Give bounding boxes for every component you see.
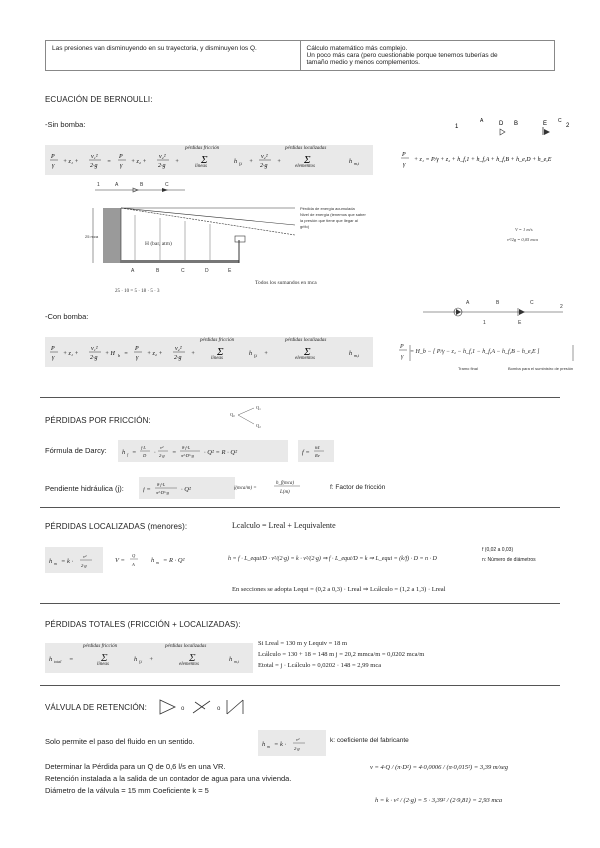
f-note-2: n: Número de diámetros [482, 557, 536, 563]
svg-text:h: h [234, 159, 237, 165]
totales-lineas-label: líneas [97, 662, 109, 667]
svg-text:h: h [349, 159, 352, 165]
diagram-note-2: Nivel de energía (tenemos que saber [300, 212, 366, 217]
svg-text:+: + [175, 159, 180, 165]
svg-text:b: b [118, 353, 120, 358]
totales-line-2: Lcálculo = 130 + 18 = 148 m j = 20,2 mmca/m = 0,0202 mca/m [258, 651, 425, 658]
svg-text:P: P [51, 346, 55, 352]
totales-heading: PÉRDIDAS TOTALES (FRICCIÓN + LOCALIZADAS): [45, 620, 241, 629]
friction-factor-formula [298, 440, 334, 462]
svg-text:h_f(mca): h_f(mca) [276, 481, 295, 486]
svg-text:· Q² = R · Q²: · Q² = R · Q² [204, 449, 238, 456]
pipe-velocity-note [505, 225, 570, 250]
svg-text:γ: γ [401, 354, 404, 360]
svg-text:v²: v² [83, 554, 87, 559]
svg-text:γ: γ [120, 163, 123, 169]
diagram-note-1: Pérdida de energía acumulada [300, 206, 355, 211]
svg-text:Σ: Σ [304, 154, 311, 166]
bernoulli-formula-con-bomba [45, 337, 373, 367]
svg-text:h: h [151, 557, 155, 564]
svg-text:+ z₂ +: + z₂ + [131, 159, 147, 165]
svg-text:m,i: m,i [354, 161, 359, 166]
svg-text:f: f [127, 452, 129, 457]
svg-text:+ H: + H [105, 351, 115, 357]
svg-text:A: A [480, 118, 484, 124]
pendiente-unit-formula [234, 478, 304, 498]
diagram-h-label: H (bar, atm) [145, 241, 172, 247]
ejemplo-line-3: Diámetro de la válvula = 15 mm Coeficiente k = 5 [45, 786, 209, 795]
factor-friccion-note: f: Factor de fricción [330, 484, 386, 491]
local-loss-formula [45, 547, 103, 573]
svg-text:A: A [466, 300, 470, 306]
table-right-line-3: tamaño medio y menos complementos. [306, 59, 420, 66]
svg-text:·: · [154, 449, 156, 456]
svg-text:v₁²: v₁² [91, 346, 98, 352]
svg-text:+: + [264, 351, 269, 357]
svg-text:1: 1 [97, 182, 100, 188]
svg-text:Σ: Σ [201, 154, 208, 166]
energy-line-diagram [85, 180, 375, 295]
totales-line-3: Etotal = j · Lcálculo = 0,0202 · 148 = 2,99 mca [258, 662, 382, 669]
ejemplo-line-1: Determinar la Pérdida para un Q de 0,6 l/s en una VR. [45, 762, 226, 771]
svg-text:B: B [496, 300, 500, 306]
svg-text:=: = [124, 351, 129, 357]
svg-text:=: = [172, 449, 177, 456]
svg-text:h: h [122, 449, 126, 456]
divider-1 [40, 397, 560, 398]
svg-text:B: B [514, 121, 519, 127]
svg-text:2·g: 2·g [174, 355, 182, 361]
divider-2 [40, 507, 560, 508]
svg-text:h = f · L_equi/D · v²/(2·g) =: h = f · L_equi/D · v²/(2·g) = k · v²/(2·g) ⇒ f · L_equi/D = k ⇒ L_equi = (k/f) · D = n · D [228, 556, 437, 562]
totales-elementos-label: elementos [179, 662, 199, 667]
bernoulli-formula-expanded [400, 145, 575, 173]
svg-text:m: m [267, 744, 270, 749]
svg-text:V = 1 m/s: V = 1 m/s [515, 227, 533, 232]
svg-text:D: D [143, 453, 147, 458]
svg-text:· Q²: · Q² [181, 486, 191, 493]
svg-text:+ z₁ +: + z₁ + [63, 351, 79, 357]
svg-text:E: E [518, 320, 522, 326]
sin-bomba-localizadas-label: pérdidas localizadas [285, 146, 327, 151]
svg-text:Re: Re [315, 453, 320, 458]
svg-text:+ z₂ +: + z₂ + [147, 351, 163, 357]
svg-text:A: A [115, 182, 119, 188]
svg-text:=: = [107, 159, 112, 165]
svg-text:B: B [140, 182, 144, 188]
bernoulli-con-bomba-expanded [398, 337, 588, 387]
diagram-note-3: la presión que tiene que llegar al [300, 218, 358, 223]
svg-text:v²: v² [160, 445, 164, 450]
svg-text:C: C [558, 118, 562, 124]
svg-text:2·g: 2·g [294, 746, 300, 751]
svg-text:D: D [205, 268, 209, 274]
con-bomba-elementos-label: elementos [295, 356, 315, 361]
bomba-label-suministro: Bomba para el suministro de presión [508, 366, 574, 371]
svg-text:v₂²: v₂² [261, 154, 268, 160]
totales-localizadas-label: pérdidas localizadas [165, 644, 207, 649]
darcy-label: Fórmula de Darcy: [45, 446, 107, 455]
svg-text:h: h [349, 351, 352, 357]
svg-text:f·L: f·L [141, 445, 146, 450]
sin-bomba-lineas-label: líneas [195, 164, 207, 169]
svg-text:P: P [400, 344, 404, 350]
svg-text:j(mca/m) =: j(mca/m) = [234, 486, 257, 491]
divider-4 [40, 685, 560, 686]
friccion-heading: PÉRDIDAS POR FRICCIÓN: [45, 416, 151, 425]
svg-text:+: + [277, 159, 282, 165]
svg-text:v²: v² [296, 737, 300, 742]
svg-text:v₂²: v₂² [159, 154, 166, 160]
l-equivalente-formula: Lcalculo = Lreal + Lequivalente [232, 521, 336, 530]
svg-text:Σ: Σ [217, 346, 224, 358]
pendiente-formula [139, 477, 235, 499]
svg-text:h: h [229, 656, 233, 663]
svg-text:h: h [49, 656, 53, 663]
svg-text:2·g: 2·g [260, 163, 268, 169]
svg-text:D: D [499, 121, 504, 127]
svg-text:A: A [132, 562, 135, 567]
svg-text:A: A [131, 268, 135, 274]
valvula-k-note: k: coeficiente del fabricante [330, 737, 409, 744]
svg-text:γ: γ [136, 355, 139, 361]
svg-text:v₁²: v₁² [91, 154, 98, 160]
svg-text:C: C [181, 268, 185, 274]
check-valve-triangle-icon [160, 700, 175, 714]
svg-text:2·g: 2·g [81, 563, 87, 568]
svg-text:1: 1 [455, 124, 459, 130]
svg-text:2·g: 2·g [159, 453, 165, 458]
diagram-note-4: grifo) [300, 224, 310, 229]
svg-text:2·g: 2·g [158, 163, 166, 169]
ejemplo-line-2: Retención instalada a la salida de un contador de agua para una vivienda. [45, 774, 292, 783]
svg-text:P: P [135, 346, 139, 352]
svg-text:Q₁: Q₁ [256, 405, 261, 410]
svg-text:γ: γ [52, 163, 55, 169]
sin-bomba-friccion-label: pérdidas fricción [185, 146, 220, 151]
valve-or-1: o [181, 706, 185, 712]
svg-text:8·f·L: 8·f·L [157, 482, 166, 487]
svg-text:2: 2 [566, 123, 570, 129]
svg-text:m: m [156, 560, 159, 565]
svg-text:= R · Q²: = R · Q² [163, 557, 185, 564]
totales-line-1: Si Lreal = 130 m y Lequiv = 18 m [258, 640, 348, 647]
svg-text:P: P [402, 152, 406, 158]
svg-text:Q₀: Q₀ [230, 412, 235, 417]
darcy-formula [118, 440, 288, 462]
svg-text:Σ: Σ [304, 346, 311, 358]
bernoulli-heading: ECUACIÓN DE BERNOULLI: [45, 95, 153, 104]
svg-text:= H_b − [ P/γ − z₂ − h_f,1 − h: = H_b − [ P/γ − z₂ − h_f,1 − h_f,A − h_f,B − h_e,E ] [410, 349, 540, 355]
svg-text:+ z₁ = P/γ + z₂ + h_f,1 + h_f,: + z₁ = P/γ + z₂ + h_f,1 + h_f,A + h_f,B + h_e,D + h_e,E [414, 157, 552, 163]
check-valve-symbols [155, 697, 255, 717]
svg-text:+: + [249, 159, 254, 165]
localizadas-heading: PÉRDIDAS LOCALIZADAS (menores): [45, 522, 188, 531]
comparison-table [45, 40, 555, 71]
svg-text:f =: f = [302, 449, 310, 456]
svg-text:f,i: f,i [239, 161, 243, 166]
svg-text:2·g: 2·g [90, 163, 98, 169]
valve-loss-formula [258, 730, 326, 756]
table-right-line-2: Un poco más cara (pero cuestionable porque tenemos tuberías de [306, 52, 498, 59]
table-cell-left: Las presiones van disminuyendo en su trayectoria, y disminuyen los Q. [46, 41, 301, 71]
svg-text:1: 1 [483, 320, 486, 326]
totales-friccion-label: pérdidas fricción [83, 644, 118, 649]
svg-text:=: = [132, 449, 137, 456]
valve-or-2: o [217, 706, 221, 712]
divider-3 [40, 603, 560, 604]
svg-text:P: P [51, 154, 55, 160]
valvula-description: Solo permite el paso del fluido en un sentido. [45, 737, 195, 746]
svg-text:total: total [54, 659, 62, 664]
svg-text:π²·D⁵·g: π²·D⁵·g [181, 453, 194, 458]
valvula-calc-2: h = k · v² / (2·g) = 5 · 3,39² / (2·9,81) = 2,93 mca [375, 797, 503, 804]
svg-text:Σ: Σ [189, 652, 196, 664]
svg-text:γ: γ [52, 355, 55, 361]
f-note-1: f (0,02 a 0,03) [482, 547, 514, 553]
table-cell-right [300, 41, 555, 71]
svg-text:B: B [156, 268, 160, 274]
svg-text:π²·D⁵·g: π²·D⁵·g [156, 490, 169, 495]
svg-text:+ z₁ +: + z₁ + [63, 159, 79, 165]
pendiente-label: Pendiente hidráulica (j): [45, 484, 124, 493]
svg-text:Σ: Σ [101, 652, 108, 664]
local-loss-equivalence [228, 545, 478, 571]
svg-text:h: h [249, 351, 252, 357]
table-right-line-1: Cálculo matemático más complejo. [306, 45, 408, 52]
svg-text:m,i: m,i [234, 659, 239, 664]
svg-text:h: h [262, 741, 266, 748]
svg-text:L(m): L(m) [280, 490, 290, 495]
diagram-sum-note: Todos los sumandos en mca [255, 280, 317, 286]
svg-text:C: C [165, 182, 169, 188]
svg-text:P: P [119, 154, 123, 160]
svg-text:Q: Q [132, 553, 136, 558]
svg-text:v²/2g = 0,05 mca: v²/2g = 0,05 mca [507, 237, 538, 242]
svg-text:64: 64 [315, 445, 320, 450]
bomba-label-tramo: Tramo final [458, 366, 478, 371]
svg-text:h: h [49, 558, 53, 565]
con-bomba-label: -Con bomba: [45, 312, 89, 321]
con-bomba-friccion-label: pérdidas fricción [200, 338, 235, 343]
bernoulli-formula-sin-bomba [45, 145, 373, 175]
valvula-heading: VÁLVULA DE RETENCIÓN: [45, 703, 147, 712]
con-bomba-localizadas-label: pérdidas localizadas [285, 338, 327, 343]
svg-text:f,i: f,i [139, 659, 143, 664]
svg-text:E: E [543, 121, 548, 127]
pump-schematic [418, 298, 568, 330]
svg-text:E: E [228, 268, 232, 274]
svg-text:2: 2 [560, 304, 563, 310]
velocity-formula [115, 549, 215, 569]
svg-text:25 mca: 25 mca [85, 234, 99, 239]
svg-text:=: = [69, 656, 74, 663]
svg-text:f,i: f,i [254, 353, 258, 358]
svg-text:+: + [191, 351, 196, 357]
total-loss-formula [45, 643, 253, 673]
svg-text:v₂²: v₂² [175, 346, 182, 352]
svg-text:= k ·: = k · [61, 558, 74, 565]
sin-bomba-elementos-label: elementos [295, 164, 315, 169]
svg-text:j =: j = [143, 486, 151, 493]
svg-text:= k ·: = k · [274, 741, 287, 748]
svg-text:h: h [134, 656, 138, 663]
svg-text:m,i: m,i [354, 353, 359, 358]
sin-bomba-label: -Sin bomba: [45, 120, 86, 129]
svg-text:8·f·L: 8·f·L [182, 445, 191, 450]
svg-text:2·g: 2·g [90, 355, 98, 361]
branch-flow-sketch [228, 402, 268, 430]
diagram-values: 25 · 10 = 5 · 18 · 5 · 3 [115, 289, 160, 294]
con-bomba-lineas-label: líneas [211, 356, 223, 361]
svg-text:m: m [54, 561, 57, 566]
valvula-calc-1: v = 4·Q / (π·D²) = 4·0,0006 / (π·0,015²) = 3,39 m/seg [370, 764, 509, 771]
svg-text:γ: γ [403, 162, 406, 168]
pipe-schematic-top [450, 115, 570, 137]
svg-text:+: + [149, 656, 154, 663]
secciones-note: En secciones se adopta Lequi = (0,2 a 0,3) · Lreal ⇒ Lcálculo = (1,2 a 1,3) · Lreal [232, 586, 446, 593]
svg-text:V =: V = [115, 557, 125, 564]
svg-text:C: C [530, 300, 534, 306]
svg-text:Q₂: Q₂ [256, 423, 261, 428]
